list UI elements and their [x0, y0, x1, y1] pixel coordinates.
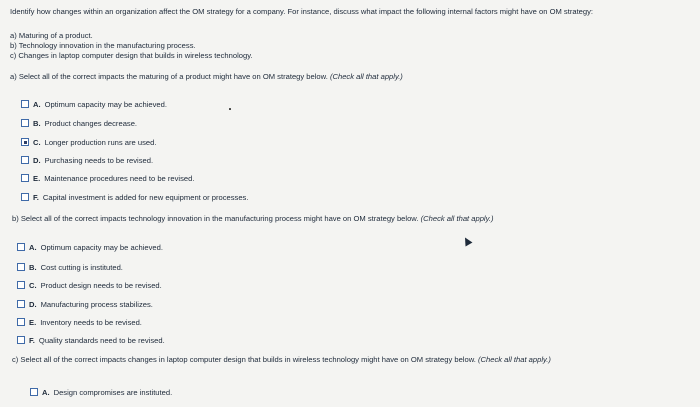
checkbox[interactable] [17, 318, 25, 326]
option-letter: C. [33, 137, 41, 147]
question-b-hint: (Check all that apply.) [420, 214, 494, 223]
option-a-B[interactable] [21, 118, 137, 128]
option-text: Product design needs to be revised. [40, 280, 162, 290]
option-text: Maintenance procedures need to be revised. [44, 173, 195, 183]
question-c-text: c) Select all of the correct impacts changes in laptop computer design that builds in wireless technology might have on OM strategy below. [12, 355, 476, 364]
question-a-prompt [10, 72, 403, 82]
option-text: Optimum capacity may be achieved. [40, 242, 163, 252]
checkbox-checked[interactable] [21, 138, 29, 146]
option-letter: A. [29, 242, 37, 252]
question-a-hint: (Check all that apply.) [329, 72, 403, 81]
option-letter: A. [42, 387, 50, 397]
option-a-A[interactable] [21, 99, 167, 109]
option-text: Cost cutting is instituted. [40, 262, 123, 272]
question-c-prompt [12, 355, 551, 365]
option-c-A[interactable] [30, 387, 172, 397]
option-letter: D. [33, 155, 41, 165]
question-a-text: a) Select all of the correct impacts the maturing of a product might have on OM strategy below. [10, 72, 328, 81]
option-letter: C. [29, 280, 37, 290]
option-letter: B. [29, 262, 37, 272]
option-a-F[interactable] [21, 192, 248, 202]
factor-b: b) Technology innovation in the manufacturing process. [10, 41, 196, 50]
option-a-E[interactable] [21, 173, 194, 183]
question-b-text: b) Select all of the correct impacts technology innovation in the manufacturing process might have on OM strategy below. [12, 214, 419, 223]
option-b-E[interactable] [17, 317, 142, 327]
checkbox[interactable] [21, 119, 29, 127]
checkbox[interactable] [30, 388, 38, 396]
option-b-A[interactable] [17, 242, 163, 252]
factor-c: c) Changes in laptop computer design that builds in wireless technology. [10, 51, 253, 60]
question-c-hint: (Check all that apply.) [478, 355, 551, 364]
checkbox[interactable] [21, 174, 29, 182]
option-a-D[interactable] [21, 155, 153, 165]
option-letter: E. [29, 317, 37, 327]
option-letter: A. [33, 99, 41, 109]
option-b-F[interactable] [17, 335, 165, 345]
checkbox[interactable] [17, 281, 25, 289]
option-text: Inventory needs to be revised. [40, 317, 142, 327]
option-b-D[interactable] [17, 299, 153, 309]
checkbox[interactable] [17, 336, 25, 344]
option-text: Product changes decrease. [44, 118, 138, 128]
option-letter: D. [29, 299, 37, 309]
checkbox[interactable] [21, 100, 29, 108]
option-letter: F. [33, 192, 39, 202]
option-b-C[interactable] [17, 280, 162, 290]
question-b-prompt [12, 214, 493, 224]
checkbox[interactable] [21, 156, 29, 164]
option-text: Longer production runs are used. [44, 137, 157, 147]
checkbox[interactable] [17, 300, 25, 308]
option-text: Design compromises are instituted. [53, 387, 173, 397]
option-letter: B. [33, 118, 41, 128]
option-a-C[interactable] [21, 137, 156, 147]
stray-dot [229, 108, 231, 110]
option-text: Purchasing needs to be revised. [44, 155, 154, 165]
factor-a: a) Maturing of a product. [10, 31, 93, 40]
checkbox[interactable] [17, 243, 25, 251]
option-text: Manufacturing process stabilizes. [40, 299, 153, 309]
checkbox[interactable] [17, 263, 25, 271]
intro-text: Identify how changes within an organization affect the OM strategy for a company. For instance, discuss what impact the following internal factors might have on OM strategy: [10, 7, 594, 16]
checkbox[interactable] [21, 193, 29, 201]
mouse-cursor-icon [462, 236, 473, 247]
option-text: Quality standards need to be revised. [38, 335, 165, 345]
option-b-B[interactable] [17, 262, 123, 272]
option-text: Optimum capacity may be achieved. [44, 99, 167, 109]
option-text: Capital investment is added for new equipment or processes. [42, 192, 249, 202]
option-letter: E. [33, 173, 41, 183]
option-letter: F. [29, 335, 35, 345]
